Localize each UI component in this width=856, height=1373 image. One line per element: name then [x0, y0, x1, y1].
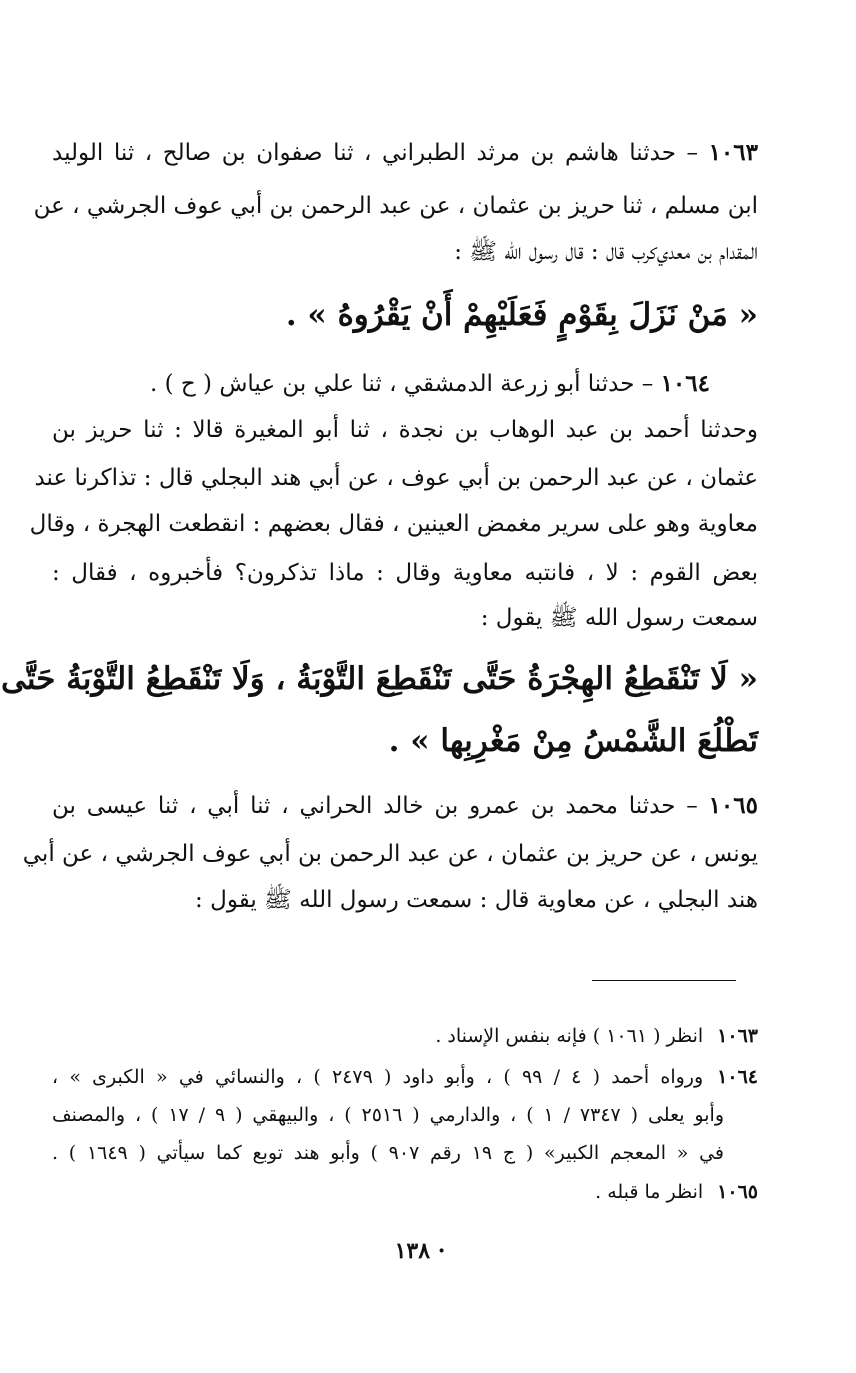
hadith-1064-line-1: « لَا تَنْقَطِعُ الهِجْرَةُ حَتَّى تَنْقَطِعَ التَّوْبَةُ ، وَلَا تَنْقَطِعُ التَّوْبَةُ حَتَّى [1, 661, 758, 697]
footnote-1063 [52, 1022, 758, 1050]
footnote-text: ورواه أحمد ( ٤ / ٩٩ ) ، وأبو داود ( ٢٤٧٩ ) ، والنسائي في « الكبرى » ، [52, 1066, 704, 1088]
entry-1064-line-5: بعض القوم : لا ، فانتبه معاوية وقال : ماذا تذكرون؟ فأخبروه ، فقال : [52, 560, 758, 586]
entry-text: – حدثنا هاشم بن مرثد الطبراني ، ثنا صفوان بن صالح ، ثنا الوليد [52, 140, 698, 166]
entry-1063-line-2: ابن مسلم ، ثنا حريز بن عثمان ، عن عبد الرحمن بن أبي عوف الجرشي ، عن [33, 193, 758, 219]
entry-1064-line-4: معاوية وهو على سرير مغمض العينين ، فقال بعضهم : انقطعت الهجرة ، وقال [29, 511, 758, 537]
footnote-separator [592, 980, 736, 981]
entry-1065-line-3: هند البجلي ، عن معاوية قال : سمعت رسول الله ﷺ يقول : [195, 887, 758, 913]
entry-1065-line-1 [52, 790, 758, 822]
footnote-text: انظر ما قبله . [595, 1181, 704, 1203]
footnote-number: ١٠٦٣ [717, 1025, 758, 1047]
entry-1064-line-3: عثمان ، عن عبد الرحمن بن أبي عوف ، عن أبي هند البجلي قال : تذاكرنا عند [34, 465, 758, 491]
entry-number: ١٠٦٤ [660, 370, 710, 397]
page-number: · ١٣٨ [394, 1238, 446, 1264]
entry-number: ١٠٦٥ [708, 792, 758, 819]
footnote-1064-line-3: في « المعجم الكبير» ( ج ١٩ رقم ٩٠٧ ) وأبو هند توبع كما سيأتي ( ١٦٤٩ ) . [52, 1142, 725, 1164]
footnote-1065 [52, 1178, 758, 1206]
hadith-1064-line-2: تَطْلُعَ الشَّمْسُ مِنْ مَغْرِبِها » . [388, 723, 758, 759]
entry-text: – حدثنا محمد بن عمرو بن خالد الحراني ، ثنا أبي ، ثنا عيسى بن [52, 793, 698, 819]
entry-1063-line-1 [52, 137, 758, 169]
entry-1064-line-6: سمعت رسول الله ﷺ يقول : [480, 605, 758, 631]
hadith-1063: « مَنْ نَزَلَ بِقَوْمٍ فَعَلَيْهِمْ أَنْ يَقْرُوهُ » . [285, 297, 758, 333]
footnote-number: ١٠٦٥ [717, 1181, 758, 1203]
entry-1064-line-2: وحدثنا أحمد بن عبد الوهاب بن نجدة ، ثنا أبو المغيرة قالا : ثنا حريز بن [52, 417, 758, 443]
entry-text: – حدثنا أبو زرعة الدمشقي ، ثنا علي بن عياش ( ح ) . [149, 371, 654, 397]
footnote-number: ١٠٦٤ [717, 1066, 758, 1088]
footnote-1064-line-2: وأبو يعلى ( ٧٣٤٧ / ١ ) ، والدارمي ( ٢٥١٦ ) ، والبيهقي ( ٩ / ١٧ ) ، والمصنف [52, 1104, 724, 1126]
entry-1064-line-1 [52, 368, 758, 400]
footnote-text: انظر ( ١٠٦١ ) فإنه بنفس الإسناد . [435, 1025, 704, 1047]
entry-1065-line-2: يونس ، عن حريز بن عثمان ، عن عبد الرحمن بن أبي عوف الجرشي ، عن أبي [22, 841, 758, 867]
footnote-1064-line-1 [52, 1063, 758, 1091]
entry-1063-line-3: المقدام بن معدي‌كرب قال : قال رسول الله ﷺ : [454, 239, 758, 265]
entry-number: ١٠٦٣ [708, 139, 758, 166]
